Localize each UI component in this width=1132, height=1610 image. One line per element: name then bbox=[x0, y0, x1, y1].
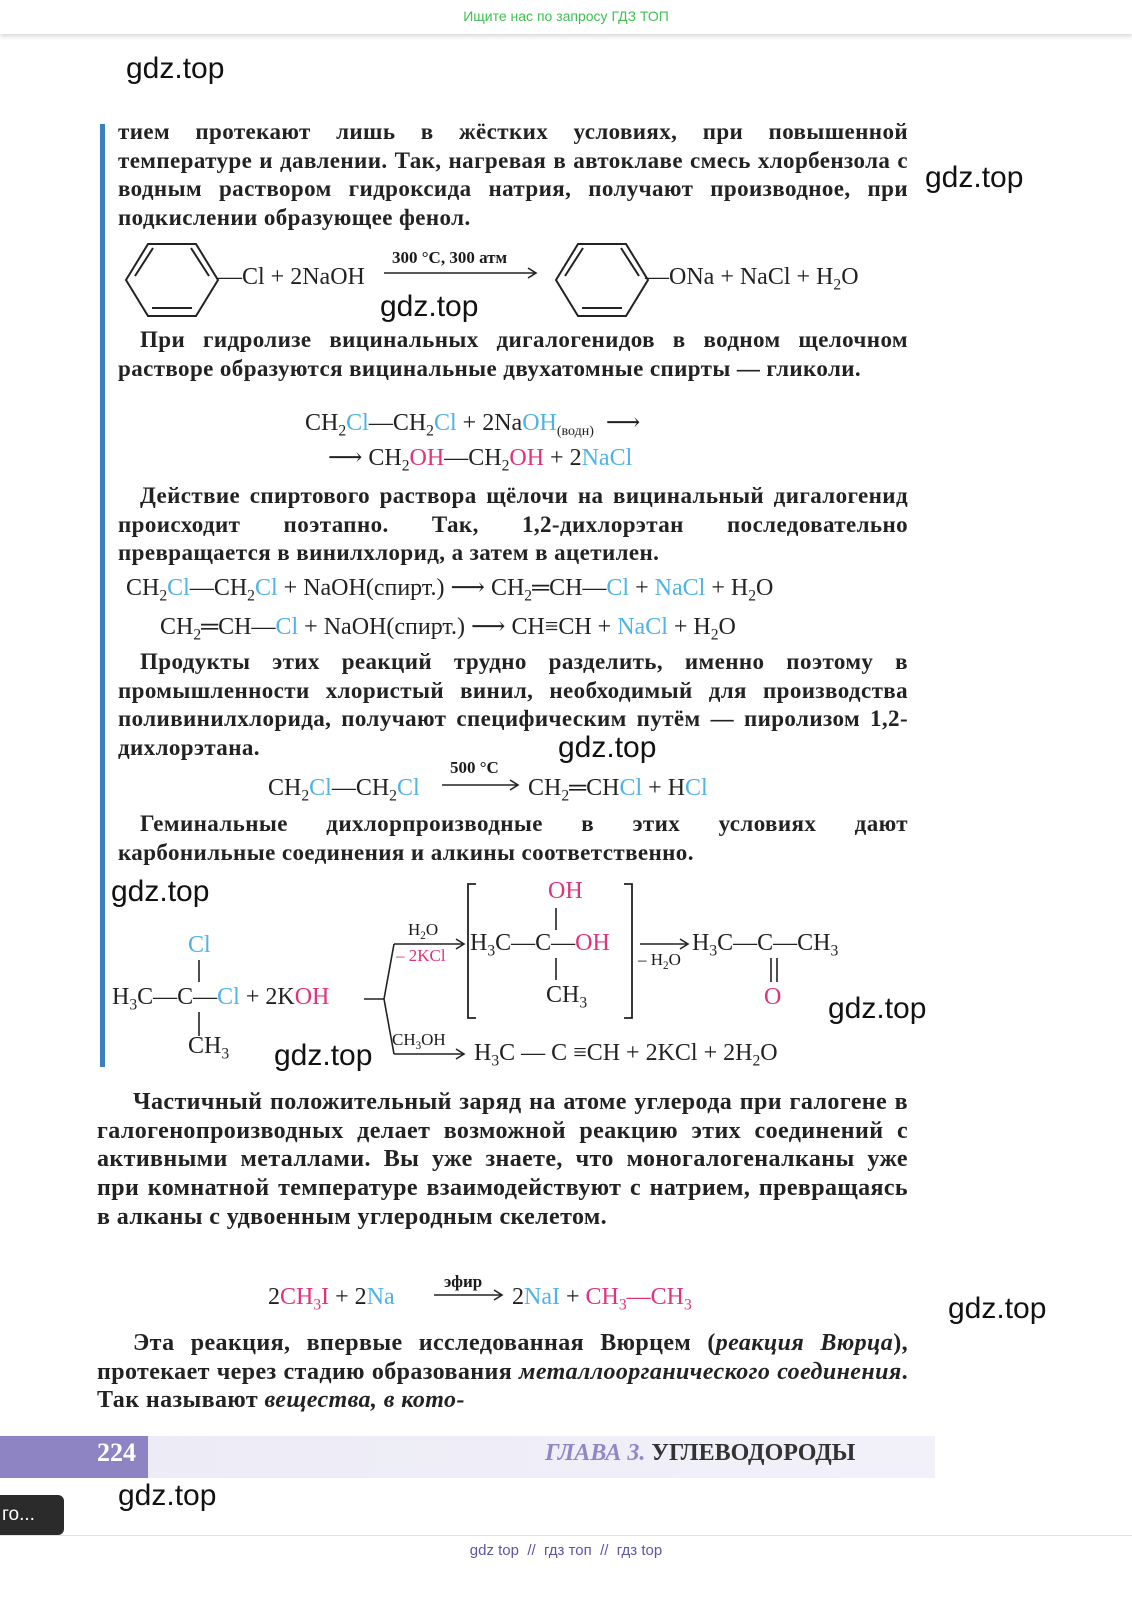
watermark: gdz.top bbox=[828, 992, 927, 1025]
chapter-title: ГЛАВА 3. УГЛЕВОДОРОДЫ bbox=[545, 1440, 856, 1466]
watermark: gdz.top bbox=[274, 1039, 373, 1072]
page-number: 224 bbox=[97, 1438, 136, 1467]
equation-geminal-scheme bbox=[112, 878, 872, 1073]
geminal-reactant: $H_3C—C—Cl + 2KOH$ bbox=[112, 984, 330, 1014]
watermark: gdz.top bbox=[925, 161, 1024, 194]
accent-bar bbox=[100, 124, 105, 1067]
paragraph-5: Геминальные дихлорпроизводные в этих условиях дают карбонильные соединения и алкины соответственно. bbox=[118, 811, 908, 865]
carbonyl-oxygen: O bbox=[764, 984, 782, 1010]
bottom-banner bbox=[0, 1535, 1132, 1610]
cl-top-label: Cl bbox=[188, 932, 211, 958]
benzene-ring-icon bbox=[122, 238, 222, 322]
equation-chlorobenzene bbox=[122, 238, 902, 322]
watermark: gdz.top bbox=[118, 1479, 217, 1512]
acetone-product: $H_3C—C—CH_3$ bbox=[692, 930, 839, 960]
reaction-arrow-icon bbox=[384, 266, 544, 280]
h2o-condition: $H_2O$ bbox=[408, 920, 439, 942]
watermark: gdz.top bbox=[380, 290, 479, 323]
eq4-condition: 500 °C bbox=[450, 758, 499, 777]
ch3oh-condition: $CH_3OH$ bbox=[392, 1030, 446, 1052]
watermark: gdz.top bbox=[558, 731, 657, 764]
watermark: gdz.top bbox=[126, 52, 225, 85]
watermark: gdz.top bbox=[111, 875, 210, 908]
reaction-arrow-icon bbox=[442, 778, 524, 792]
paragraph-6: Частичный положительный заряд на атоме углерода при галогене в галогенопроизводных делает возможной реакцию этих соединений с активными металлами. Вы уже знаете, что моногалогеналканы уже при комнатной температуре взаимодействуют с натрием, превращаясь в алканы с удвоенным углеродным скелетом. bbox=[97, 1089, 908, 1230]
eq4-left: $CH_2Cl—CH_2Cl$ bbox=[268, 775, 420, 805]
eq4-right: $CH_2═CHCl$ + HCl bbox=[528, 775, 708, 805]
equation-pyrolysis bbox=[268, 758, 748, 808]
diol-ch3: $CH_3$ bbox=[546, 982, 588, 1012]
equation-vinyl-2: $CH_2═CH—Cl$ + NaOH(спирт.) ⟶ CH≡CH + NaCl + $H_2O$ bbox=[160, 614, 736, 644]
paragraph-3: Действие спиртового раствора щёлочи на вицинальный дигалогенид происходит поэтапно. Так, 1,2-дихлорэтан последовательно превращается в винилхлорид, а затем в ацетилен. bbox=[118, 483, 908, 565]
top-banner bbox=[0, 0, 1132, 34]
benzene-ring-icon bbox=[552, 238, 652, 322]
eq7-left: $2CH_3I + 2Na$ bbox=[268, 1284, 395, 1314]
equation-vinyl-1: $CH_2Cl—CH_2Cl$ + NaOH(спирт.) ⟶ $CH_2═CH—Cl$ + NaCl + $H_2O$ bbox=[126, 575, 774, 605]
geminal-ch3-bottom: $CH_3$ bbox=[188, 1033, 230, 1063]
paragraph-7: Эта реакция, впервые исследованная Вюрцем (реакция Вюрца), протекает через стадию образования металлоорганического соединения. Так называют вещества, в кото- bbox=[97, 1330, 908, 1414]
minus-h2o-condition: – $H_2O$ bbox=[638, 950, 681, 972]
equation-wurtz bbox=[268, 1272, 748, 1322]
oh-top-label: OH bbox=[548, 878, 583, 904]
paragraph-4: Продукты этих реакций трудно разделить, именно поэтому в промышленности хлористый винил, необходимый для производства поливинилхлорида, получают специфическим путём — пиролизом 1,2-дихлорэтана. bbox=[118, 649, 908, 760]
diol-intermediate: $H_3C—C—OH$ bbox=[470, 930, 610, 960]
eq1-left: —Cl + 2NaOH bbox=[218, 264, 365, 290]
kcl-condition: – 2KCl bbox=[396, 946, 446, 965]
top-banner-text: Ищите нас по запросу ГДЗ ТОП bbox=[463, 8, 669, 24]
paragraph-2: При гидролизе вицинальных дигалогенидов в водном щелочном растворе образуются вицинальные двухатомные спирты — гликоли. bbox=[118, 327, 908, 381]
eq7-right: $2NaI + CH_3—CH_3$ bbox=[512, 1284, 692, 1314]
reaction-arrow-icon bbox=[434, 1288, 508, 1302]
eq7-condition: эфир bbox=[444, 1272, 483, 1291]
alkyne-product: $H_3C$ — $C \equiv CH + 2KCl + 2H_2O$ bbox=[474, 1040, 778, 1070]
bottom-banner-text[interactable]: gdz top // гдз топ // гдз top bbox=[469, 1542, 663, 1559]
watermark: gdz.top bbox=[948, 1292, 1047, 1325]
equation-glycol-line2: ⟶ $CH_2OH—CH_2OH$ + 2NaCl bbox=[328, 445, 633, 475]
paragraph-1: тием протекают лишь в жёстких условиях, при повышенной температуре и давлении. Так, нагревая в автоклаве смесь хлорбензола с водным раствором гидроксида натрия, получают производное, при подкислении образующее фенол. bbox=[118, 119, 908, 230]
eq1-condition: 300 °C, 300 атм bbox=[392, 248, 508, 267]
truncated-tooltip[interactable]: го... bbox=[0, 1495, 64, 1535]
eq1-right: —ONa + NaCl + $H_2O$ bbox=[645, 264, 859, 294]
equation-glycol-line1: $CH_2Cl—CH_2Cl$ + 2NaOH$_{(водн)}$ ⟶ bbox=[305, 410, 641, 440]
